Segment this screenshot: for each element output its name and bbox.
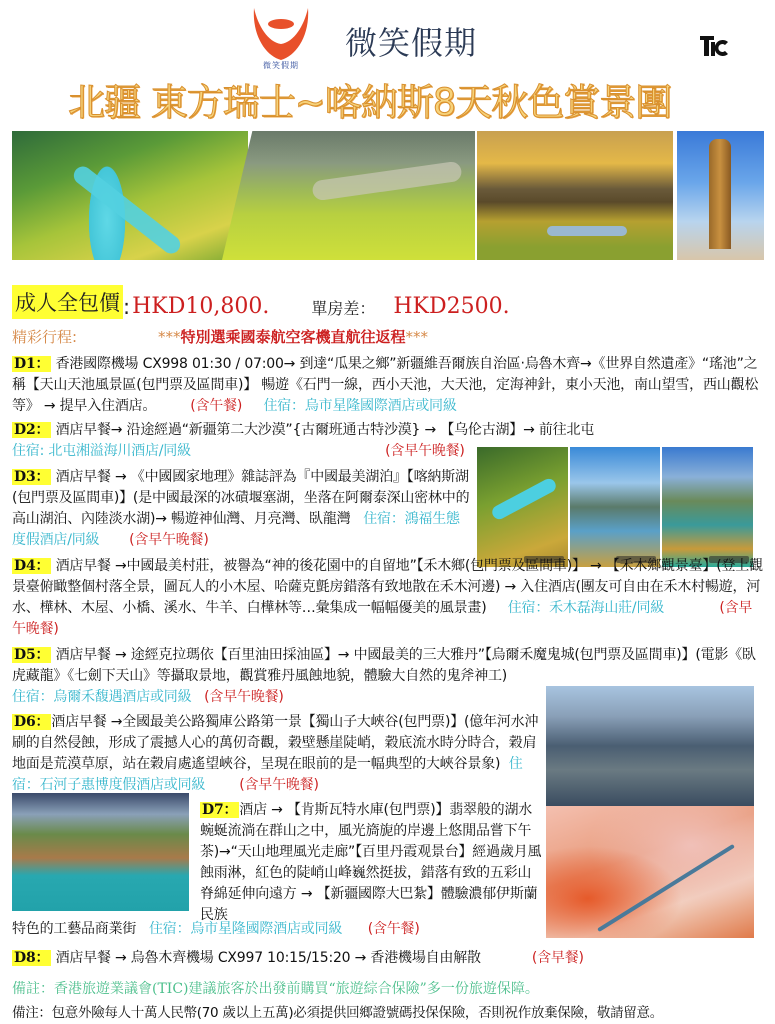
smile-logo-icon xyxy=(246,6,316,62)
meal-info: (含早午晚餐) xyxy=(129,532,209,548)
day-body: 酒店早餐→ 沿途經過“新疆第二大沙漠”{古爾班通古特沙漠} → 【乌伦古湖】→ 前往北屯 xyxy=(55,422,595,438)
hotel-info: 住宿: 北屯湘溢海川酒店/同級 xyxy=(12,443,191,459)
hotel-info: 住宿：烏爾禾馥遇酒店或同級 xyxy=(12,689,192,705)
logo-caption: 微笑假期 xyxy=(263,61,299,70)
day-7-continued xyxy=(12,919,764,940)
single-room-label: 單房差： xyxy=(311,299,376,318)
meal-info: (含早午晚餐) xyxy=(239,777,319,793)
day-8 xyxy=(12,948,764,969)
hotel-info: 住宿：禾木磊海山莊/同級 xyxy=(507,600,665,616)
day-7 xyxy=(200,800,542,926)
kanas-lake-photos xyxy=(477,447,753,567)
day-body: 酒店早餐 → 烏魯木齊機場 CX997 10:15/15:20 → 香港機場自由解散 xyxy=(55,950,481,966)
banner-photo-kanas-river xyxy=(12,131,248,260)
company-logo xyxy=(246,6,316,72)
brand-name: 微笑假期 xyxy=(345,24,478,62)
day-tag: D1： xyxy=(14,356,50,372)
day-body: 酒店早餐 →全國最美公路獨庫公路第一景【獨山子大峽谷(包門票)】(億年河水沖刷的自然侵蝕，形成了震撼人心的萬仞奇觀，穀壁懸崖陡峭，穀底流水時分時合，穀肩地面是荒漠草原，站在穀肩處遙望峽谷，呈現在眼前的是一幅典型的大峽谷景象) xyxy=(12,714,539,772)
day-tag: D3： xyxy=(14,469,50,485)
day-1 xyxy=(12,354,764,417)
lake-photo-2 xyxy=(570,447,661,567)
hotel-info: 住宿：石河子惠博度假酒店或同級 xyxy=(12,756,523,793)
hotel-info: 住宿：烏市星隆國際酒店或同級 xyxy=(148,921,343,937)
day-tag: D4： xyxy=(14,558,50,574)
day-body: 酒店早餐 → 《中國國家地理》雜誌評為『中國最美湖泊』【喀納斯湖(包門票及區間車)】(是中國最深的冰磧堰塞湖，坐落在阿爾泰深山密林中的高山湖泊、內陸淡水湖)→ 暢遊神仙灣、月亮灣、臥龍灣 xyxy=(12,469,470,527)
meal-info: (含早午晚餐) xyxy=(385,443,465,459)
meal-info: (含午餐) xyxy=(190,398,243,414)
day-tag: D5： xyxy=(14,647,50,663)
day-4 xyxy=(12,556,764,640)
day-tag: D2： xyxy=(14,422,50,438)
tic-insurance-note: 備註：香港旅遊業議會(TIC)建議旅客於出發前購買“旅遊綜合保險”多一份旅遊保障。 xyxy=(12,981,539,997)
lake-photo-1 xyxy=(477,447,568,567)
meal-info: (含早午晚餐) xyxy=(204,689,284,705)
meal-info: (含午餐) xyxy=(367,921,420,937)
adult-price-label: 成人全包價 xyxy=(12,285,123,319)
day-body: 香港國際機場 CX998 01:30 / 07:00→ 到達“瓜果之鄉”新疆維吾爾族自治區‧烏魯木齊→《世界自然遺產》“瑤池”之稱【天山天池風景區(包門票及區間車)】 暢遊《石門一線，西小天池，大天池，定海神針，東小天池，南山望雪，西山觀松等》 → 提早入住酒店。 xyxy=(12,356,759,414)
canyon-photo xyxy=(546,686,754,806)
price-colon: : xyxy=(123,295,131,319)
day-6 xyxy=(12,712,540,796)
meal-info: (含早午晚餐) xyxy=(12,600,753,637)
day-body: 酒店 → 【肯斯瓦特水庫(包門票)】翡翠般的湖水蜿蜒流淌在群山之中，風光旖旎的岸邊上悠閒品嘗下午茶)→“天山地理風光走廊”【百里丹霞观景台】經過歲月風蝕雨淋，紅色的陡峭山峰巍然挺拔，錯落有致的五彩山脊綿延伸向遠方 → 【新疆國際大巴紮】體驗濃郁伊斯蘭民族 xyxy=(200,802,542,923)
stars-right: *** xyxy=(405,328,429,346)
banner-photo-grassland xyxy=(222,131,475,260)
day-body-tail: 特色的工藝品商業街 xyxy=(12,921,137,937)
day-3 xyxy=(12,467,470,551)
day-tag: D7： xyxy=(202,802,238,818)
itinerary-heading: 精彩行程: xyxy=(12,328,78,346)
adult-price-value: HKD10,800. xyxy=(132,294,270,319)
reservoir-photo xyxy=(12,793,189,911)
day-tag: D6： xyxy=(14,714,50,730)
tic-logo-icon xyxy=(700,34,730,58)
day-body: 酒店早餐 → 途經克拉瑪依【百里油田採油區】→ 中國最美的三大雅丹”【烏爾禾魔鬼城(包門票及區間車)】(電影《臥虎藏龍》《七劍下天山》等攝取景地，觀賞雅丹風蝕地貌，體驗大自然的鬼斧神工) xyxy=(12,647,756,684)
hotel-info: 住宿：鴻福生態度假酒店/同級 xyxy=(12,511,460,548)
banner-photo-minaret xyxy=(677,131,764,260)
special-flight-note xyxy=(158,326,428,347)
price-row xyxy=(12,285,510,319)
day-body: 酒店早餐 →中國最美村莊，被譽為“神的後花園中的自留地”【禾木鄉(包門票及區間車)】 → 【禾木鄉觀景臺】(登上觀景臺俯瞰整個村落全景，圖瓦人的小木屋、哈薩克氈房錯落有致地散在禾木河邊) → 入住酒店(團友可自由在禾木村暢遊，河水、樺林、木屋、小橋、溪水、牛羊、白樺林等…彙集成一幅幅優美的風景畫) xyxy=(12,558,763,616)
banner-photo-hemu-village xyxy=(477,131,673,260)
accident-insurance-note: 備注：包意外險每人十萬人民幣(70 歲以上五萬)必須提供回鄉證號碼投保保險，否則祝作放棄保險，敬請留意。 xyxy=(12,1005,663,1021)
single-room-value: HKD2500. xyxy=(393,294,510,319)
hotel-info: 住宿：烏市星隆國際酒店或同級 xyxy=(263,398,457,414)
stars-left: *** xyxy=(158,328,181,346)
meal-info: (含早餐) xyxy=(531,950,584,966)
tour-title: 北疆 東方瑞士~喀納斯8天秋色賞景團 xyxy=(68,81,672,124)
lake-photo-3 xyxy=(662,447,753,567)
day-tag: D8： xyxy=(14,950,50,966)
special-note-text: 特別選乘國泰航空客機直航往返程 xyxy=(180,328,406,346)
